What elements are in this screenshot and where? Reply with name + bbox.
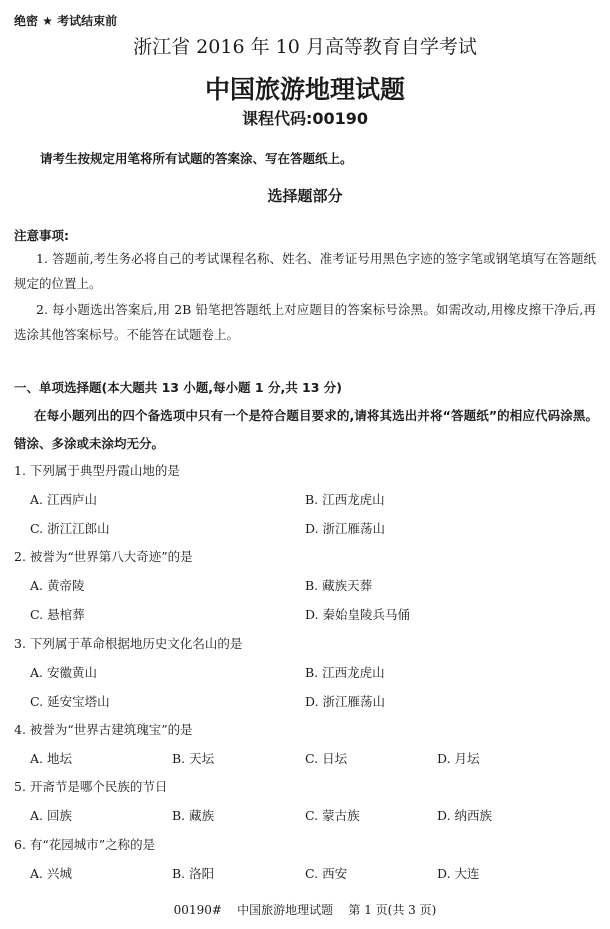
- question-option: A. 地坛: [30, 751, 72, 766]
- question-stem: 3. 下列属于革命根据地历史文化名山的是: [14, 636, 243, 651]
- question-option: C. 延安宝塔山: [30, 694, 110, 709]
- question-option: D. 浙江雁荡山: [305, 521, 386, 536]
- exam-title: 浙江省 2016 年 10 月高等教育自学考试: [133, 36, 477, 58]
- question-option: C. 悬棺葬: [30, 607, 85, 622]
- general-note: 请考生按规定用笔将所有试题的答案涂、写在答题纸上。: [40, 151, 353, 166]
- question-option: D. 纳西族: [437, 808, 493, 823]
- question-option: B. 藏族天葬: [305, 578, 373, 593]
- notice-heading: 注意事项:: [14, 228, 69, 243]
- section-heading: 选择题部分: [267, 187, 343, 205]
- question-option: A. 江西庐山: [30, 492, 97, 507]
- question-stem: 4. 被誉为“世界古建筑瑰宝”的是: [14, 722, 193, 737]
- question-option: C. 西安: [305, 866, 348, 881]
- question-option: D. 秦始皇陵兵马俑: [305, 607, 411, 622]
- question-option: B. 江西龙虎山: [305, 665, 385, 680]
- question-option: B. 天坛: [172, 751, 215, 766]
- question-option: A. 安徽黄山: [30, 665, 97, 680]
- question-option: B. 江西龙虎山: [305, 492, 385, 507]
- subject-title: 中国旅游地理试题: [204, 75, 405, 104]
- question-stem: 5. 开斋节是哪个民族的节日: [14, 779, 168, 794]
- question-option: C. 浙江江郎山: [30, 521, 110, 536]
- part-instruction: 在每小题列出的四个备选项中只有一个是符合题目要求的,请将其选出并将“答题纸”的相应代码涂黑。错涂、多涂或未涂均无分。: [14, 408, 598, 451]
- question-option: A. 兴城: [30, 866, 72, 881]
- question-option: C. 蒙古族: [305, 808, 360, 823]
- notice-item: 1. 答题前,考生务必将自己的考试课程名称、姓名、准考证号用黑色字迹的签字笔或钢笔填写在答题纸规定的位置上。: [14, 251, 596, 291]
- question-stem: 1. 下列属于典型丹霞山地的是: [14, 463, 180, 478]
- question-stem: 6. 有“花园城市”之称的是: [14, 837, 156, 852]
- question-option: D. 浙江雁荡山: [305, 694, 386, 709]
- part-heading: 一、单项选择题(本大题共 13 小题,每小题 1 分,共 13 分): [14, 380, 343, 395]
- question-option: A. 回族: [30, 808, 72, 823]
- course-code: 课程代码:00190: [241, 109, 369, 128]
- question-option: D. 大连: [437, 866, 480, 881]
- notice-item: 2. 每小题选出答案后,用 2B 铅笔把答题纸上对应题目的答案标号涂黑。如需改动,用橡皮擦干净后,再选涂其他答案标号。不能答在试题卷上。: [14, 302, 596, 342]
- question-option: C. 日坛: [305, 751, 348, 766]
- question-option: A. 黄帝陵: [30, 578, 85, 593]
- confidential-mark: 绝密 ★ 考试结束前: [14, 14, 118, 28]
- question-option: D. 月坛: [437, 751, 480, 766]
- question-stem: 2. 被誉为“世界第八大奇迹”的是: [14, 549, 193, 564]
- question-option: B. 洛阳: [172, 866, 215, 881]
- page-footer: 00190# 中国旅游地理试题 第 1 页(共 3 页): [173, 903, 437, 917]
- question-option: B. 藏族: [172, 808, 215, 823]
